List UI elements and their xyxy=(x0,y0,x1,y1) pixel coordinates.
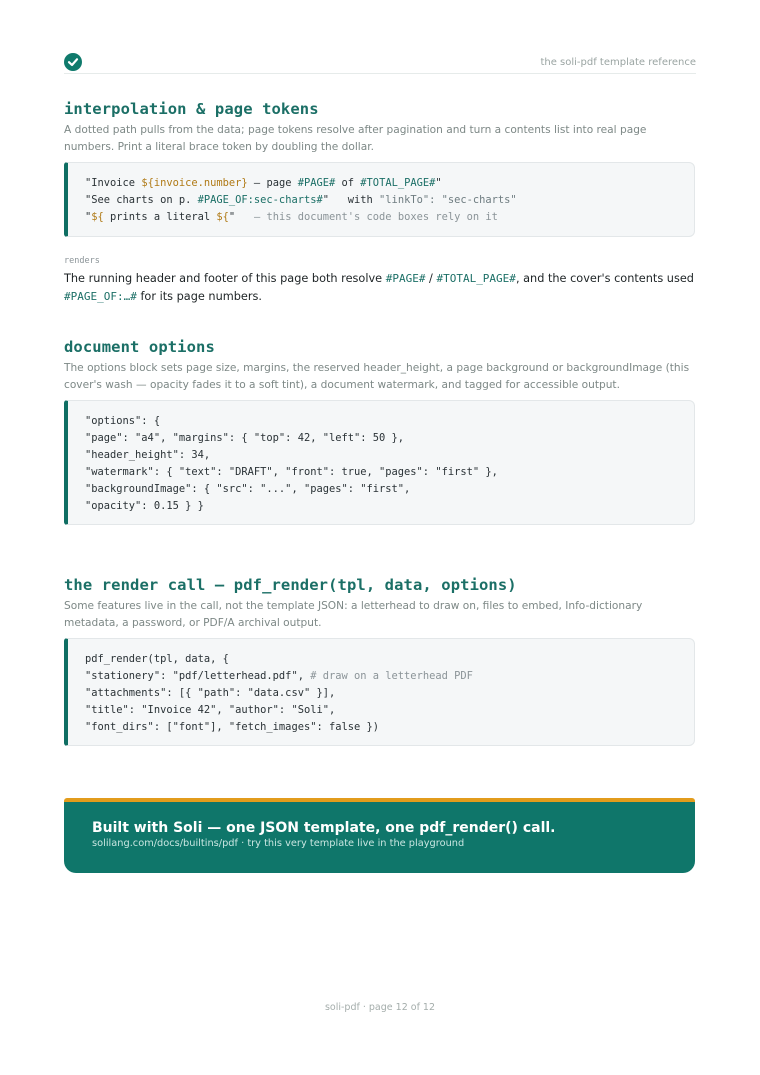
page-footer: soli-pdf · page 12 of 12 xyxy=(324,1002,436,1013)
section-title-options: document options xyxy=(64,338,215,356)
banner-title: Built with Soli — one JSON template, one pdf_render() call. xyxy=(92,820,556,836)
header-doc-title: the soli-pdf template reference xyxy=(540,57,696,68)
section-description: A dotted path pulls from the data; page tokens resolve after pagination and turn a contents list into real page numbers. Print a literal brace token by doubling the dollar. xyxy=(64,124,647,153)
code-line: "backgroundImage": { "src": "...", "pages": "first", xyxy=(85,483,411,495)
code-line: "watermark": { "text": "DRAFT", "front": true, "pages": "first" }, xyxy=(85,466,498,478)
code-line: "attachments": [{ "path": "data.csv" }], xyxy=(85,687,336,699)
code-line: "options": { xyxy=(85,415,161,427)
renders-label: renders xyxy=(64,256,100,266)
code-line: "font_dirs": ["font"], "fetch_images": false }) xyxy=(85,721,380,733)
code-block-options xyxy=(64,400,695,525)
code-block-interpolation xyxy=(64,162,695,237)
code-line: "title": "Invoice 42", "author": "Soli", xyxy=(85,704,336,716)
code-line: "Invoice ${invoice.number} — page #PAGE# of #TOTAL_PAGE#" xyxy=(85,177,442,189)
section-description: The options block sets page size, margins, the reserved header_height, a page background or backgroundImage (this cover's wash — opacity fades it to a soft tint), a document watermark, and tagged for accessible output. xyxy=(64,362,690,391)
code-line: "See charts on p. #PAGE_OF:sec-charts#" with "linkTo": "sec-charts" xyxy=(85,194,517,206)
code-line: "header_height": 34, xyxy=(85,449,211,461)
code-line: "page": "a4", "margins": { "top": 42, "left": 50 }, xyxy=(85,432,405,444)
section-title-render-call: the render call — pdf_render(tpl, data, options) xyxy=(64,576,517,594)
check-circle-icon xyxy=(64,53,82,71)
built-with-banner xyxy=(64,802,695,873)
code-line: "stationery": "pdf/letterhead.pdf", # draw on a letterhead PDF xyxy=(85,670,473,682)
code-line: "opacity": 0.15 } } xyxy=(85,500,204,512)
code-block-render-call xyxy=(64,638,695,746)
section-description: Some features live in the call, not the template JSON: a letterhead to draw on, files to embed, Info-dictionary metadata, a password, or PDF/A archival output. xyxy=(64,600,643,629)
renders-text: The running header and footer of this page both resolve #PAGE# / #TOTAL_PAGE#, and the cover's contents used #PAGE_OF:…# for its page numbers. xyxy=(64,272,694,303)
code-line: "${ prints a literal ${" — this document's code boxes rely on it xyxy=(85,211,498,223)
code-line: pdf_render(tpl, data, { xyxy=(85,653,229,665)
section-title-interpolation: interpolation & page tokens xyxy=(64,100,319,118)
banner-link[interactable]: solilang.com/docs/builtins/pdf · try this very template live in the playground xyxy=(92,838,465,849)
running-header xyxy=(64,53,696,74)
